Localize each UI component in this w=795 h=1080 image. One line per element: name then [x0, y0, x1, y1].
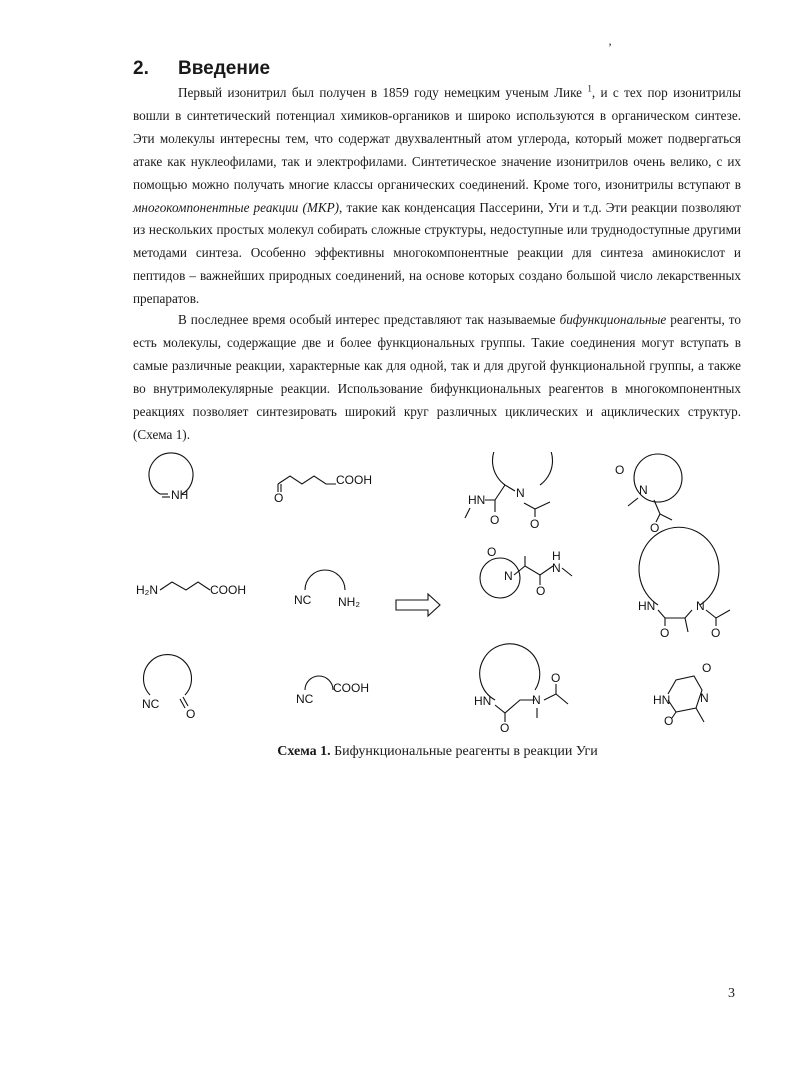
caption-text: Бифункциональные реагенты в реакции Уги: [330, 744, 598, 759]
scheme-caption: [0, 744, 795, 760]
product-1-structure: [465, 452, 553, 531]
label-n2-p3: N: [552, 561, 561, 575]
product-3-structure: [480, 545, 572, 598]
isonitrile-carbonyl-structure: [142, 655, 195, 721]
reaction-scheme: [120, 452, 740, 737]
label-nc-3: NC: [296, 692, 314, 706]
label-nc-1: NC: [294, 593, 312, 607]
caption-label: Схема 1.: [277, 744, 331, 759]
scheme-drawing: [120, 452, 740, 737]
oxo-acid-structure: [274, 473, 372, 505]
label-nh: NH: [171, 488, 189, 502]
label-o-1: O: [274, 491, 284, 505]
label-o-p3a: O: [487, 545, 497, 559]
label-h-p3: H: [552, 549, 561, 563]
label-hn-p4: HN: [638, 599, 656, 613]
label-cooh-3: COOH: [333, 681, 369, 695]
label-o-p4b: O: [711, 626, 721, 640]
label-n-p5: N: [532, 693, 541, 707]
label-o-p6a: O: [702, 661, 712, 675]
section-heading: [133, 58, 270, 80]
p2-italic-term: бифункциональные: [559, 312, 667, 327]
label-h2n: H₂N: [136, 583, 158, 597]
page-number: 3: [728, 986, 735, 1001]
label-o-p1b: O: [490, 513, 500, 527]
reaction-arrow: [396, 594, 440, 616]
reference-1: 1: [587, 83, 592, 94]
label-n-p2: N: [639, 483, 648, 497]
label-n-p3: N: [504, 569, 513, 583]
label-o-3: O: [186, 707, 196, 721]
label-o-p5a: O: [500, 721, 510, 735]
cyclic-imine-structure: [149, 453, 193, 502]
label-o-p2b: O: [650, 521, 660, 535]
p1-text-c: , такие как конденсация Пассерини, Уги и т.д. Эти реакции позволяют из нескольких простых молекул собирать сложные структуры, недоступные или труднодоступные другими методами синтеза. Особенно эффективны многокомпонентные реакции для синтеза аминокислот и пептидов – важнейших природных соединений, на основе которых создано большой число лекарственных препаратов.: [133, 199, 741, 307]
stray-mark: ’: [608, 40, 612, 54]
label-n-p4: N: [696, 599, 705, 613]
label-cooh-1: COOH: [336, 473, 372, 487]
label-o-p5b: O: [551, 671, 561, 685]
label-nh2: NH₂: [338, 595, 360, 609]
label-o-p1a: O: [530, 517, 540, 531]
label-hn-p6: HN: [653, 693, 671, 707]
label-o-p4a: O: [660, 626, 670, 640]
p1-italic-term: многокомпонентные реакции (МКР): [133, 199, 340, 215]
label-o-p2a: O: [615, 463, 625, 477]
section-number: 2.: [133, 58, 149, 79]
label-o-p6b: O: [664, 714, 674, 728]
section-title: Введение: [178, 58, 271, 79]
product-6-structure: [653, 661, 711, 728]
paragraph-2: [133, 309, 741, 446]
label-cooh-2: COOH: [210, 583, 246, 597]
p1-text-b: , и с тех пор изонитрилы вошли в синтетический потенциал химиков-органиков и широко используются в органическом синтезе. Эти молекулы интересны тем, что содержат двухвалентный атом углерода, который может подвергаться атаке как нуклеофилами, так и электрофилами. Синтетическое значение изонитрилов очень велико, с их помощью можно получать многие классы органических соединений. Кроме того, изонитрилы вступают в: [133, 85, 742, 192]
product-2-structure: [615, 454, 682, 535]
label-hn-p1: HN: [468, 493, 486, 507]
p1-text-a: Первый изонитрил был получен в 1859 году немецким ученым Лике: [178, 85, 588, 100]
isonitrile-acid-structure: [296, 676, 369, 706]
label-n-p1: N: [516, 486, 525, 500]
label-o-p3b: O: [536, 584, 546, 598]
label-n-p6: N: [700, 691, 709, 705]
amino-isonitrile-structure: [294, 570, 360, 609]
p2-text-b: реагенты, то есть молекулы, содержащие две и более функциональных группы. Такие соединения могут вступать в самые различные реакции, характерные как для одной, так и для другой функциональной группы, а также во внутримолекулярные реакции. Использование бифункциональных реагентов в многокомпонентных реакциях позволяет синтезировать широкий круг различных циклических и ациклических структур. (Схема 1).: [133, 312, 741, 442]
product-4-macrocycle: [638, 527, 730, 640]
p2-text-a: В последнее время особый интерес представляют так называемые: [178, 312, 560, 327]
label-hn-p5: HN: [474, 694, 492, 708]
label-nc-2: NC: [142, 697, 160, 711]
product-5-structure: [474, 644, 568, 735]
aminobutyric-acid-structure: [136, 582, 246, 597]
paragraph-1: [133, 82, 741, 311]
